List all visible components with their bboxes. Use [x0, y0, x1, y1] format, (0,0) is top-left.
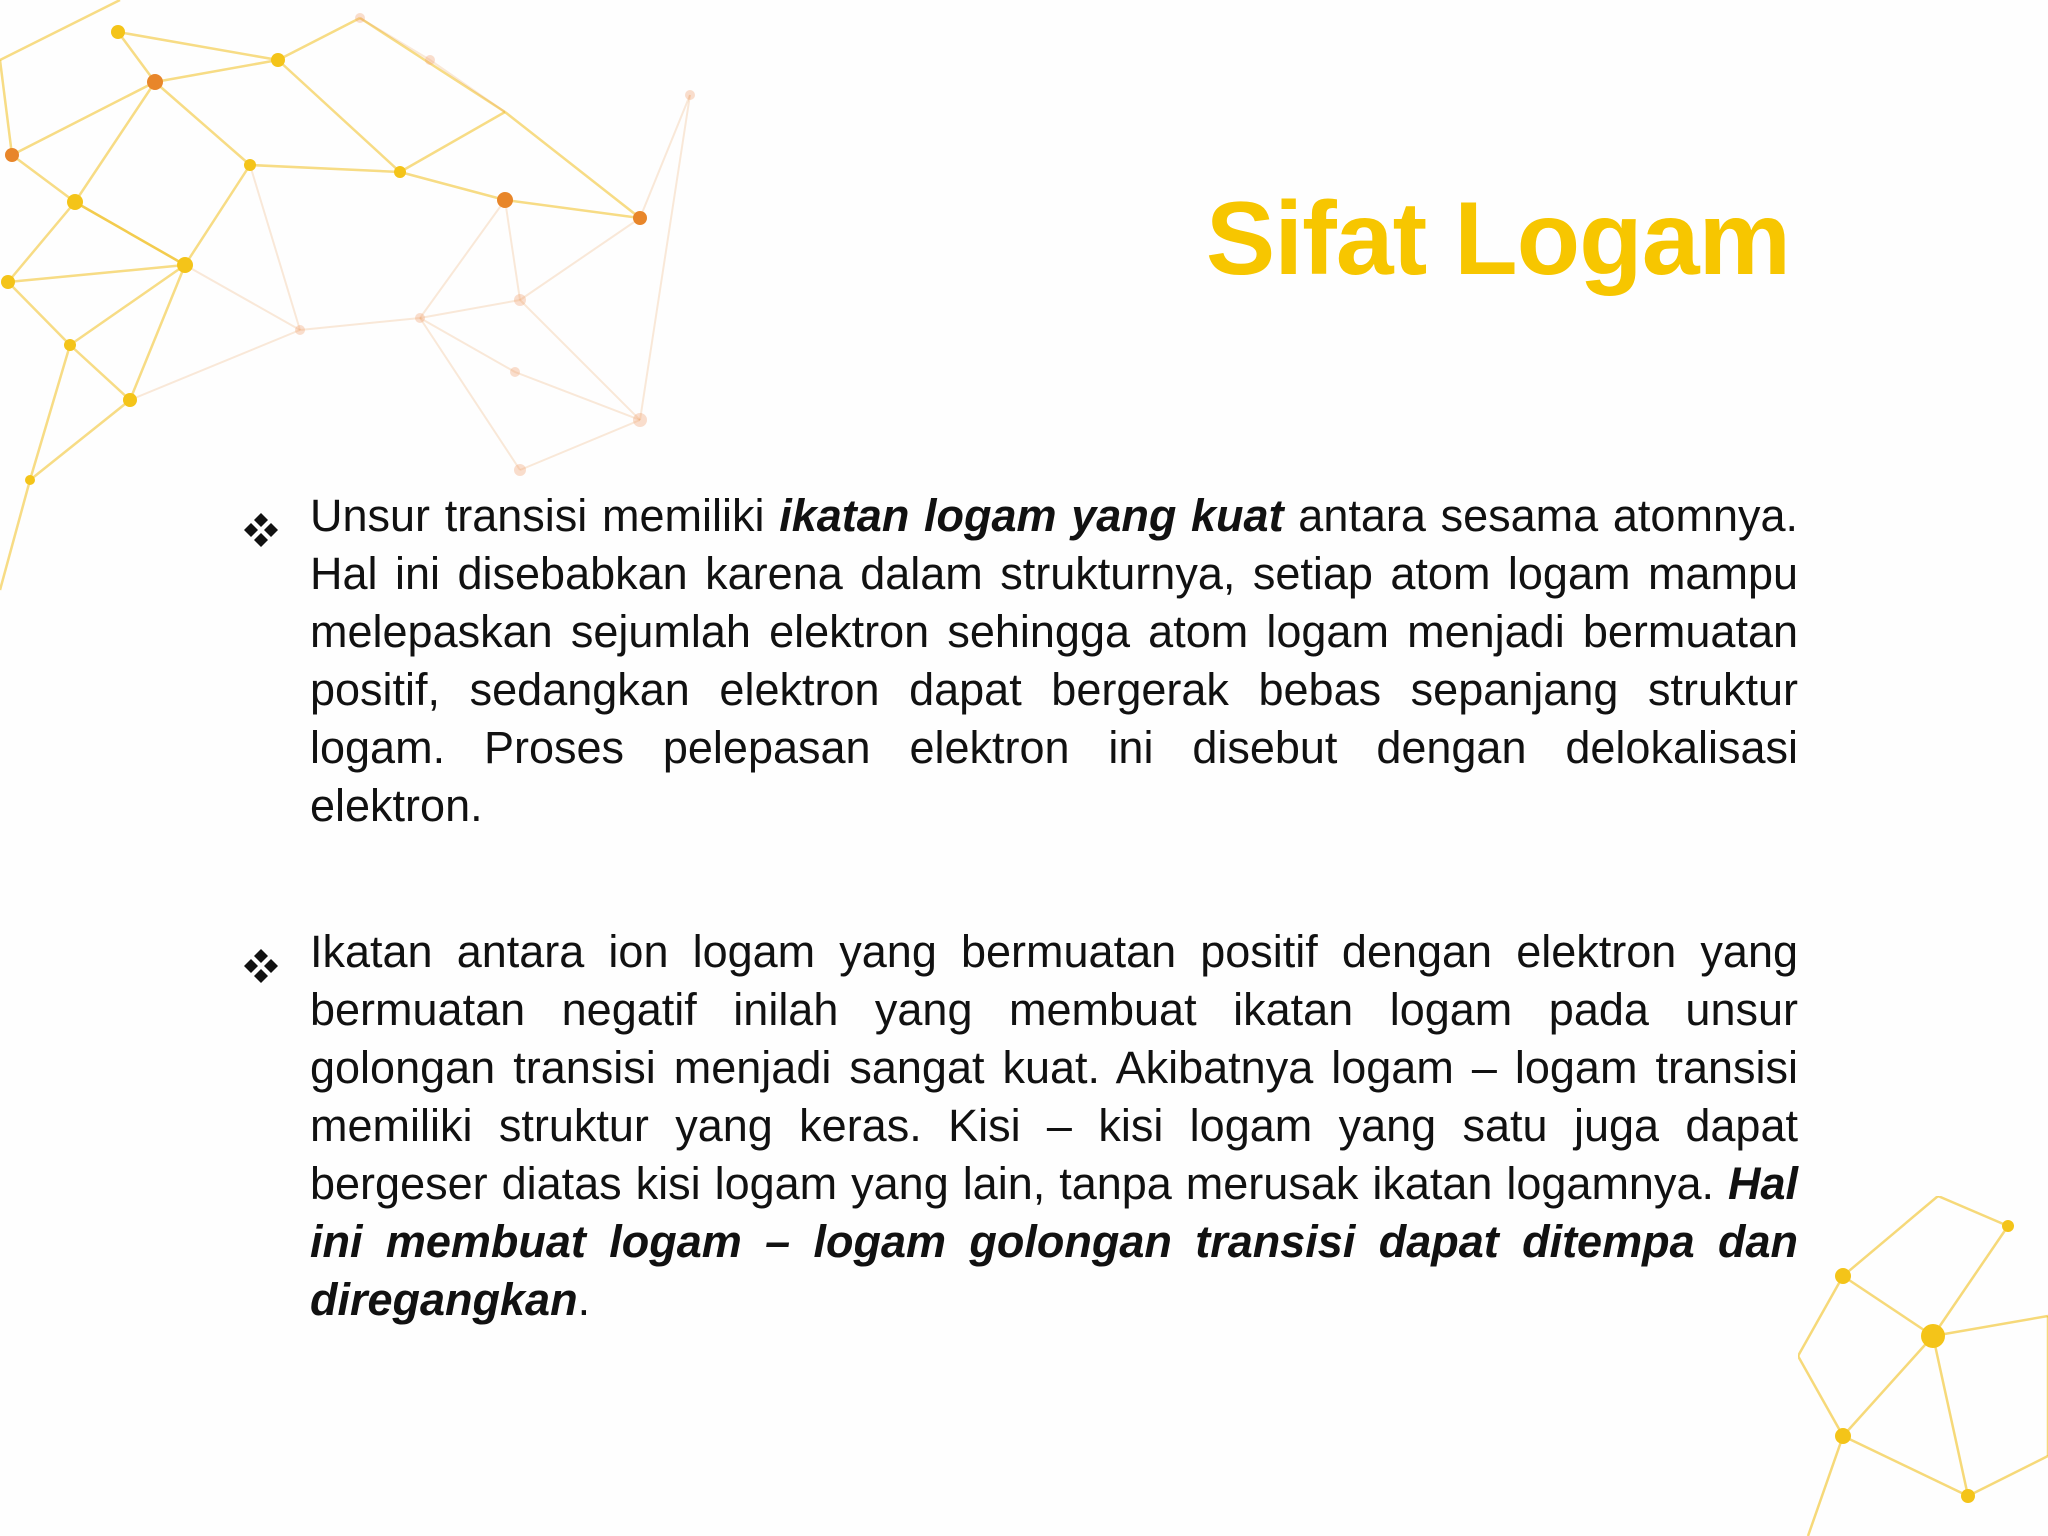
slide-title: Sifat Logam — [1205, 181, 1790, 297]
emphasis-text: ikatan logam yang kuat — [779, 490, 1284, 541]
diamond-bullet-icon — [232, 501, 290, 559]
bullet-text-segment: . — [577, 1274, 591, 1325]
network-decoration-bottom-right — [1798, 1196, 2048, 1536]
bullet-text-segment: Unsur transisi memiliki — [310, 490, 780, 541]
bullet-list — [232, 487, 1798, 1417]
emphasis-text: Hal ini membuat logam – logam golongan transisi dapat ditempa dan diregangkan — [310, 1158, 1798, 1325]
bullet-text-segment: antara sesama atomnya. Hal ini disebabkan karena dalam strukturnya, setiap atom logam mampu melepaskan sejumlah elektron sehingga atom logam menjadi bermuatan positif, sedangkan elektron dapat bergerak bebas sepanjang struktur logam. Proses pelepasan elektron ini disebut dengan delokalisasi elektron. — [310, 490, 1798, 831]
bullet-text-segment: Ikatan antara ion logam yang bermuatan positif dengan elektron yang bermuatan negatif inilah yang membuat ikatan logam pada unsur golongan transisi menjadi sangat kuat. Akibatnya logam – logam transisi memiliki struktur yang keras. Kisi – kisi logam yang satu juga dapat bergeser diatas kisi logam yang lain, tanpa merusak ikatan logamnya. — [310, 926, 1798, 1209]
diamond-bullet-icon — [232, 937, 290, 995]
bullet-item — [232, 487, 1798, 835]
bullet-text — [310, 487, 1798, 835]
bullet-item — [232, 923, 1798, 1329]
bullet-text — [310, 923, 1798, 1329]
